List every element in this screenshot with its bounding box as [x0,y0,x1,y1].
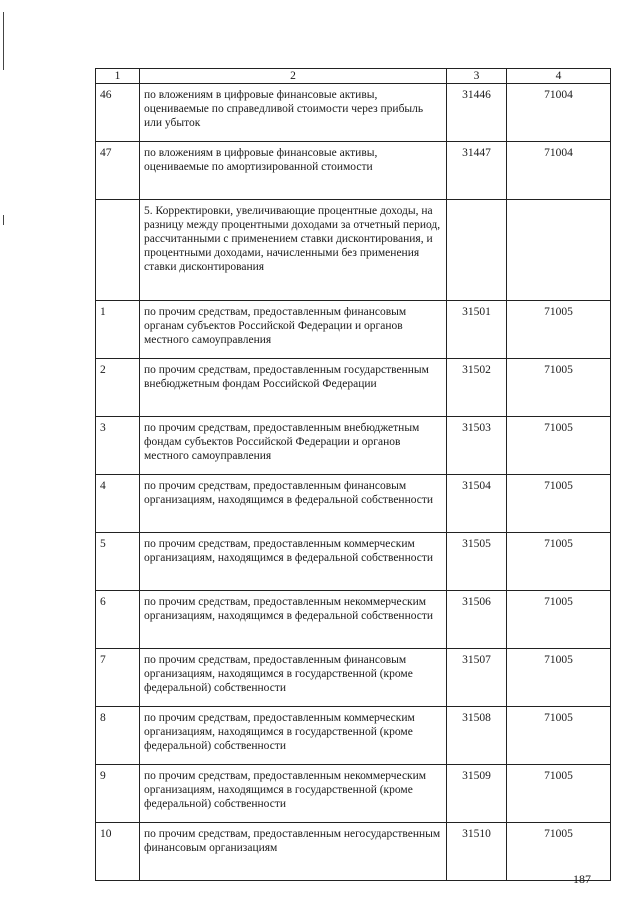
description-cell: по прочим средствам, предоставленным финансовым органам субъектов Российской Федерации и органов местного самоуправления [140,301,447,359]
row-number-cell: 6 [96,591,140,649]
account-code-cell: 31508 [447,707,507,765]
reference-code-cell: 71005 [507,475,611,533]
scan-edge-mark [3,215,4,225]
reference-code-cell: 71005 [507,417,611,475]
row-number-cell: 1 [96,301,140,359]
column-header: 4 [507,69,611,84]
description-cell: по прочим средствам, предоставленным коммерческим организациям, находящимся в федеральной собственности [140,533,447,591]
table-row [96,84,611,142]
row-number-cell: 7 [96,649,140,707]
account-code-cell [447,200,507,301]
row-number-cell: 47 [96,142,140,200]
table-row [96,591,611,649]
column-header: 2 [140,69,447,84]
table-row [96,707,611,765]
account-code-cell: 31509 [447,765,507,823]
column-header: 1 [96,69,140,84]
table-row [96,200,611,301]
description-cell: по прочим средствам, предоставленным государственным внебюджетным фондам Российской Федерации [140,359,447,417]
row-number-cell: 46 [96,84,140,142]
account-code-cell: 31505 [447,533,507,591]
reference-code-cell: 71005 [507,301,611,359]
description-cell: по прочим средствам, предоставленным внебюджетным фондам субъектов Российской Федерации и органов местного самоуправления [140,417,447,475]
account-code-cell: 31501 [447,301,507,359]
row-number-cell: 5 [96,533,140,591]
table-row [96,823,611,881]
table-row [96,359,611,417]
description-cell: по вложениям в цифровые финансовые активы, оцениваемые по амортизированной стоимости [140,142,447,200]
description-cell: по прочим средствам, предоставленным некоммерческим организациям, находящимся в государственной (кроме федеральной) собственности [140,765,447,823]
account-code-cell: 31447 [447,142,507,200]
table-row [96,649,611,707]
table-row [96,301,611,359]
table-row [96,417,611,475]
description-cell: по прочим средствам, предоставленным коммерческим организациям, находящимся в государственной (кроме федеральной) собственности [140,707,447,765]
reference-code-cell: 71004 [507,84,611,142]
account-code-cell: 31504 [447,475,507,533]
table-row [96,475,611,533]
account-table [95,68,611,881]
account-code-cell: 31502 [447,359,507,417]
account-code-cell: 31510 [447,823,507,881]
table-row [96,533,611,591]
account-code-cell: 31503 [447,417,507,475]
row-number-cell: 9 [96,765,140,823]
row-number-cell: 4 [96,475,140,533]
account-code-cell: 31506 [447,591,507,649]
reference-code-cell: 71005 [507,649,611,707]
reference-code-cell: 71005 [507,707,611,765]
row-number-cell [96,200,140,301]
description-cell: по прочим средствам, предоставленным негосударственным финансовым организациям [140,823,447,881]
row-number-cell: 10 [96,823,140,881]
reference-code-cell: 71004 [507,142,611,200]
page-number: 187 [573,872,591,886]
reference-code-cell: 71005 [507,359,611,417]
reference-code-cell [507,200,611,301]
reference-code-cell: 71005 [507,823,611,881]
row-number-cell: 3 [96,417,140,475]
reference-code-cell: 71005 [507,591,611,649]
description-cell: по прочим средствам, предоставленным финансовым организациям, находящимся в федеральной собственности [140,475,447,533]
description-cell: по вложениям в цифровые финансовые активы, оцениваемые по справедливой стоимости через прибыль или убыток [140,84,447,142]
row-number-cell: 8 [96,707,140,765]
description-cell: по прочим средствам, предоставленным некоммерческим организациям, находящимся в федеральной собственности [140,591,447,649]
column-header: 3 [447,69,507,84]
table-header-row [96,69,611,84]
reference-code-cell: 71005 [507,765,611,823]
reference-code-cell: 71005 [507,533,611,591]
description-cell: 5. Корректировки, увеличивающие процентные доходы, на разницу между процентными доходами за отчетный период, рассчитанными с применением ставки дисконтирования, и процентными доходами, начисленными без применения ставки дисконтирования [140,200,447,301]
account-code-cell: 31507 [447,649,507,707]
account-code-cell: 31446 [447,84,507,142]
description-cell: по прочим средствам, предоставленным финансовым организациям, находящимся в государственной (кроме федеральной) собственности [140,649,447,707]
table-row [96,765,611,823]
scan-edge-mark [3,12,4,70]
table-row [96,142,611,200]
row-number-cell: 2 [96,359,140,417]
